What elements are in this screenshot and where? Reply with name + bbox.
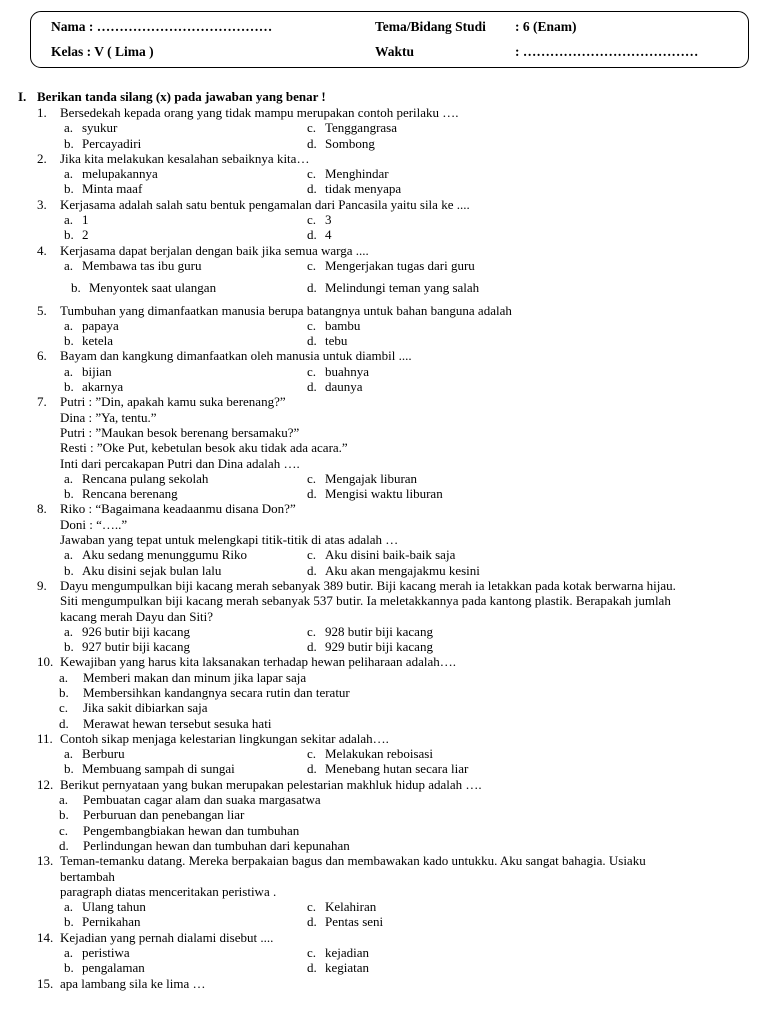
- question-number: 2.: [37, 150, 47, 166]
- question-text: [60, 930, 736, 945]
- option-text: Berburu: [82, 746, 125, 762]
- option-text: Menyontek saat ulangan: [89, 280, 217, 296]
- answer-row: [0, 471, 768, 486]
- answer-option[interactable]: [59, 807, 768, 822]
- option-text: Sombong: [325, 135, 375, 151]
- option-text: Aku akan mengajakmu kesini: [325, 562, 480, 578]
- answer-option[interactable]: [64, 364, 112, 379]
- option-letter: c.: [307, 470, 317, 486]
- waktu-value: : …………………………………: [515, 44, 699, 59]
- question-text: [60, 654, 736, 669]
- option-letter: b.: [59, 807, 69, 823]
- answer-option[interactable]: [64, 486, 178, 501]
- option-letter: b.: [64, 333, 74, 349]
- option-letter: c.: [307, 623, 317, 639]
- option-letter: c.: [307, 899, 317, 915]
- option-text: Minta maaf: [82, 181, 143, 197]
- answer-option[interactable]: [307, 318, 360, 333]
- option-text: buahnya: [325, 363, 370, 379]
- option-text: Menghindar: [325, 166, 389, 182]
- question-line: bertambah: [60, 868, 115, 884]
- option-text: Menebang hutan secara liar: [325, 761, 469, 777]
- answer-option[interactable]: [59, 838, 768, 853]
- answer-row: [0, 333, 768, 348]
- option-letter: d.: [59, 715, 69, 731]
- answer-row: [0, 899, 768, 914]
- answer-option[interactable]: [64, 471, 208, 486]
- answer-option[interactable]: [307, 258, 475, 273]
- option-text: Membawa tas ibu guru: [82, 257, 202, 273]
- option-text: ketela: [82, 333, 114, 349]
- question-line: Tumbuhan yang dimanfaatkan manusia berupa batangnya untuk bahan banguna adalah: [60, 302, 512, 318]
- option-text: Aku sedang menunggumu Riko: [82, 547, 248, 563]
- answer-row: [0, 960, 768, 975]
- answer-option[interactable]: [64, 563, 221, 578]
- option-text: tidak menyapa: [325, 181, 402, 197]
- answer-row: [0, 258, 768, 273]
- option-letter: c.: [307, 746, 317, 762]
- question-item: [0, 976, 768, 991]
- question-line: kacang merah Dayu dan Siti?: [60, 608, 214, 624]
- answer-row: [0, 318, 768, 333]
- option-letter: a.: [64, 120, 74, 136]
- answer-option[interactable]: [64, 318, 119, 333]
- answer-option[interactable]: [307, 563, 480, 578]
- question-line: Contoh sikap menjaga kelestarian lingkungan sekitar adalah….: [60, 730, 389, 746]
- option-letter: a.: [64, 166, 74, 182]
- waktu-label: Waktu: [375, 44, 415, 59]
- option-text: bambu: [325, 317, 361, 333]
- answer-option[interactable]: [64, 258, 202, 273]
- question-line: Doni : “…..”: [60, 516, 128, 532]
- question-list: [0, 105, 768, 991]
- question-line: apa lambang sila ke lima …: [60, 975, 206, 991]
- answer-option[interactable]: [64, 945, 130, 960]
- answer-row: [0, 120, 768, 135]
- option-text: tebu: [325, 333, 348, 349]
- option-text: Pernikahan: [82, 914, 141, 930]
- question-number: 4.: [37, 242, 47, 258]
- answer-option[interactable]: [307, 547, 455, 562]
- question-line: Bersedekah kepada orang yang tidak mampu merupakan contoh perilaku ….: [60, 105, 459, 120]
- question-line: Putri : ”Din, apakah kamu suka berenang?”: [60, 394, 286, 410]
- option-text: syukur: [82, 120, 118, 136]
- question-number: 13.: [37, 853, 54, 869]
- option-letter: d.: [307, 135, 317, 151]
- answer-option[interactable]: [59, 700, 768, 715]
- question-number: 10.: [37, 654, 54, 670]
- answer-option[interactable]: [307, 471, 417, 486]
- option-text: Rencana berenang: [82, 486, 178, 502]
- option-letter: c.: [307, 212, 317, 228]
- question-line: Kerjasama adalah salah satu bentuk pengamalan dari Pancasila yaitu sila ke ....: [60, 196, 470, 212]
- section-number: I.: [18, 89, 27, 104]
- answer-option[interactable]: [64, 333, 113, 348]
- option-text: Perburuan dan penebangan liar: [83, 807, 245, 823]
- option-text: Memberi makan dan minum jika lapar saja: [83, 669, 307, 685]
- option-letter: b.: [64, 486, 74, 502]
- question-item: [0, 930, 768, 976]
- question-text: [60, 151, 736, 166]
- option-letter: a.: [64, 257, 74, 273]
- option-letter: d.: [307, 486, 317, 502]
- question-text: [60, 105, 736, 120]
- option-letter: b.: [64, 639, 74, 655]
- option-letter: b.: [64, 761, 74, 777]
- option-text: Melakukan reboisasi: [325, 746, 433, 762]
- option-letter: d.: [307, 333, 317, 349]
- option-text: Percayadiri: [82, 135, 142, 151]
- option-letter: d.: [307, 280, 317, 296]
- option-text: Ulang tahun: [82, 899, 146, 915]
- question-text: [60, 197, 736, 212]
- option-text: Pembuatan cagar alam dan suaka margasatwa: [83, 792, 321, 808]
- answer-option[interactable]: [64, 624, 190, 639]
- question-number: 9.: [37, 577, 47, 593]
- option-letter: c.: [59, 700, 69, 716]
- option-letter: d.: [307, 181, 317, 197]
- option-letter: a.: [64, 212, 74, 228]
- question-line: Berikut pernyataan yang bukan merupakan pelestarian makhluk hidup adalah ….: [60, 776, 482, 792]
- answer-list: [0, 670, 768, 731]
- option-text: 926 butir biji kacang: [82, 623, 190, 639]
- question-item: [0, 151, 768, 197]
- answer-option[interactable]: [64, 547, 247, 562]
- option-text: 4: [325, 227, 332, 243]
- question-text: [60, 348, 736, 363]
- option-letter: a.: [59, 669, 69, 685]
- answer-option[interactable]: [64, 120, 117, 135]
- option-text: Aku disini sejak bulan lalu: [82, 562, 222, 578]
- answer-option[interactable]: [307, 166, 389, 181]
- question-text: [60, 976, 736, 991]
- option-letter: d.: [307, 761, 317, 777]
- answer-option[interactable]: [64, 899, 146, 914]
- option-letter: b.: [71, 280, 81, 296]
- question-item: [0, 731, 768, 777]
- question-text: [60, 501, 736, 547]
- option-text: Kelahiran: [325, 899, 377, 915]
- option-text: papaya: [82, 317, 119, 333]
- option-text: Tenggangrasa: [325, 120, 398, 136]
- option-text: Membersihkan kandangnya secara rutin dan teratur: [83, 684, 350, 700]
- question-line: Jawaban yang tepat untuk melengkapi titik-titik di atas adalah …: [60, 532, 399, 548]
- option-letter: b.: [64, 227, 74, 243]
- answer-row: [0, 136, 768, 151]
- option-text: Membuang sampah di sungai: [82, 761, 235, 777]
- question-text: [60, 243, 736, 258]
- question-text: [60, 777, 736, 792]
- option-letter: b.: [64, 379, 74, 395]
- answer-row: [0, 945, 768, 960]
- answer-option[interactable]: [59, 670, 768, 685]
- answer-option[interactable]: [307, 379, 363, 394]
- answer-option[interactable]: [64, 761, 235, 776]
- option-letter: a.: [64, 945, 74, 961]
- answer-option[interactable]: [64, 746, 125, 761]
- question-item: [0, 654, 768, 730]
- option-letter: d.: [307, 914, 317, 930]
- answer-row: [0, 761, 768, 776]
- option-letter: c.: [307, 166, 317, 182]
- option-text: peristiwa: [82, 945, 130, 961]
- option-text: Melindungi teman yang salah: [325, 280, 480, 296]
- option-text: melupakannya: [82, 166, 158, 182]
- question-number: 15.: [37, 975, 54, 991]
- answer-option[interactable]: [64, 379, 123, 394]
- question-item: [0, 197, 768, 243]
- question-line: Dayu mengumpulkan biji kacang merah sebanyak 389 butir. Biji kacang merah ia letakkan pada kotak berwarna hijau.: [60, 577, 676, 593]
- answer-option[interactable]: [64, 227, 89, 242]
- question-item: [0, 303, 768, 349]
- option-letter: b.: [64, 562, 74, 578]
- answer-option[interactable]: [307, 120, 397, 135]
- option-text: 929 butir biji kacang: [325, 639, 433, 655]
- option-text: bijian: [82, 363, 112, 379]
- answer-option[interactable]: [64, 639, 190, 654]
- question-item: [0, 777, 768, 853]
- answer-option[interactable]: [64, 212, 89, 227]
- question-text: [60, 394, 736, 470]
- answer-option[interactable]: [307, 181, 401, 196]
- option-letter: d.: [307, 227, 317, 243]
- answer-option[interactable]: [307, 746, 433, 761]
- option-letter: c.: [307, 547, 317, 563]
- option-text: 928 butir biji kacang: [325, 623, 433, 639]
- answer-option[interactable]: [59, 792, 768, 807]
- option-letter: c.: [307, 257, 317, 273]
- question-section: [0, 89, 768, 991]
- question-text: [60, 853, 736, 899]
- answer-row: [0, 166, 768, 181]
- option-text: Merawat hewan tersebut sesuka hati: [83, 715, 272, 731]
- option-letter: c.: [59, 822, 69, 838]
- answer-option[interactable]: [307, 212, 332, 227]
- answer-row: [0, 212, 768, 227]
- answer-row: [0, 547, 768, 562]
- option-letter: a.: [64, 623, 74, 639]
- answer-option[interactable]: [64, 136, 141, 151]
- question-line: Dina : ”Ya, tentu.”: [60, 409, 157, 425]
- section-heading: [0, 89, 768, 105]
- option-letter: a.: [64, 547, 74, 563]
- answer-row: [0, 379, 768, 394]
- option-letter: d.: [307, 639, 317, 655]
- question-line: Riko : “Bagaimana keadaanmu disana Don?”: [60, 501, 296, 517]
- answer-row: [0, 364, 768, 379]
- question-item: [0, 105, 768, 151]
- tema-label: Tema/Bidang Studi: [375, 19, 486, 34]
- option-text: Mengisi waktu liburan: [325, 486, 443, 502]
- option-letter: c.: [307, 317, 317, 333]
- answer-option[interactable]: [307, 280, 479, 295]
- answer-option[interactable]: [307, 914, 383, 929]
- question-number: 3.: [37, 196, 47, 212]
- answer-row: [0, 914, 768, 929]
- answer-option[interactable]: [307, 899, 376, 914]
- question-line: Kejadian yang pernah dialami disebut ....: [60, 929, 274, 945]
- answer-option[interactable]: [64, 166, 158, 181]
- option-text: Perlindungan hewan dan tumbuhan dari kepunahan: [83, 837, 350, 853]
- option-letter: a.: [59, 792, 69, 808]
- answer-row: [0, 563, 768, 578]
- question-line: Resti : ”Oke Put, kebetulan besok aku tidak ada acara.”: [60, 440, 348, 456]
- answer-option[interactable]: [307, 486, 443, 501]
- option-letter: c.: [307, 120, 317, 136]
- question-number: 11.: [37, 730, 53, 746]
- nama-field: Nama : …………………………………: [51, 19, 273, 34]
- option-letter: c.: [307, 945, 317, 961]
- option-letter: a.: [64, 363, 74, 379]
- kelas-field: Kelas : V ( Lima ): [51, 44, 154, 59]
- answer-row: [0, 227, 768, 242]
- question-number: 8.: [37, 501, 47, 517]
- section-instruction: Berikan tanda silang (x) pada jawaban yang benar !: [37, 89, 326, 104]
- question-line: Kewajiban yang harus kita laksanakan terhadap hewan peliharaan adalah….: [60, 654, 456, 670]
- question-item: [0, 243, 768, 303]
- option-letter: a.: [64, 470, 74, 486]
- question-number: 7.: [37, 394, 47, 410]
- question-item: [0, 394, 768, 501]
- question-item: [0, 853, 768, 929]
- answer-option[interactable]: [307, 960, 369, 975]
- tema-value: : 6 (Enam): [515, 19, 577, 34]
- option-text: kejadian: [325, 945, 370, 961]
- option-text: Mengerjakan tugas dari guru: [325, 257, 475, 273]
- option-text: 927 butir biji kacang: [82, 639, 190, 655]
- question-number: 14.: [37, 929, 54, 945]
- option-text: pengalaman: [82, 960, 145, 976]
- option-letter: d.: [59, 837, 69, 853]
- question-line: Siti mengumpulkan biji kacang merah sebanyak 537 butir. Ia meletakkannya pada kantong plastik. Berapakah jumlah: [60, 593, 671, 609]
- option-letter: a.: [64, 746, 74, 762]
- question-line: Bayam dan kangkung dimanfaatkan oleh manusia untuk diambil ....: [60, 348, 412, 364]
- question-item: [0, 501, 768, 577]
- option-letter: c.: [307, 363, 317, 379]
- answer-option[interactable]: [307, 639, 433, 654]
- option-text: daunya: [325, 379, 363, 395]
- option-text: Pentas seni: [325, 914, 384, 930]
- answer-option[interactable]: [59, 823, 768, 838]
- answer-option[interactable]: [71, 280, 216, 295]
- question-number: 6.: [37, 348, 47, 364]
- question-item: [0, 578, 768, 654]
- question-line: Putri : ”Maukan besok berenang bersamaku?”: [60, 424, 300, 440]
- option-text: 1: [82, 212, 89, 228]
- answer-option[interactable]: [64, 914, 140, 929]
- option-letter: a.: [64, 899, 74, 915]
- option-text: akarnya: [82, 379, 124, 395]
- option-text: 2: [82, 227, 89, 243]
- answer-row: [0, 746, 768, 761]
- option-letter: b.: [64, 135, 74, 151]
- answer-list: [0, 792, 768, 853]
- option-text: Aku disini baik-baik saja: [325, 547, 456, 563]
- question-line: Teman-temanku datang. Mereka berpakaian bagus dan membawakan kado untukku. Aku sangat bahagia. Usiaku: [60, 853, 646, 869]
- question-text: [60, 731, 736, 746]
- answer-option[interactable]: [64, 181, 142, 196]
- answer-option[interactable]: [307, 136, 375, 151]
- question-line: Jika kita melakukan kesalahan sebaiknya kita…: [60, 150, 310, 166]
- answer-option[interactable]: [59, 685, 768, 700]
- option-letter: d.: [307, 562, 317, 578]
- option-letter: a.: [64, 317, 74, 333]
- option-text: kegiatan: [325, 960, 370, 976]
- question-line: paragraph diatas menceritakan peristiwa .: [60, 883, 277, 899]
- answer-option[interactable]: [307, 761, 468, 776]
- answer-option[interactable]: [307, 364, 369, 379]
- answer-row: [0, 486, 768, 501]
- option-letter: b.: [64, 181, 74, 197]
- option-text: Jika sakit dibiarkan saja: [83, 700, 208, 716]
- question-text: [60, 578, 736, 624]
- answer-option[interactable]: [307, 333, 347, 348]
- question-text: [60, 303, 736, 318]
- option-letter: b.: [64, 960, 74, 976]
- answer-option[interactable]: [64, 960, 145, 975]
- option-letter: d.: [307, 960, 317, 976]
- answer-option[interactable]: [307, 227, 332, 242]
- answer-row: [0, 280, 768, 295]
- option-text: Pengembangbiakan hewan dan tumbuhan: [83, 822, 300, 838]
- question-number: 1.: [37, 105, 47, 120]
- answer-row: [0, 181, 768, 196]
- answer-row: [0, 639, 768, 654]
- question-line: Inti dari percakapan Putri dan Dina adalah ….: [60, 455, 300, 471]
- answer-option[interactable]: [307, 945, 369, 960]
- question-number: 12.: [37, 776, 54, 792]
- answer-row: [0, 624, 768, 639]
- question-item: [0, 348, 768, 394]
- question-line: Kerjasama dapat berjalan dengan baik jika semua warga ....: [60, 242, 369, 258]
- question-number: 5.: [37, 302, 47, 318]
- student-info-box: [30, 11, 749, 68]
- option-text: 3: [325, 212, 332, 228]
- option-letter: d.: [307, 379, 317, 395]
- option-text: Mengajak liburan: [325, 470, 418, 486]
- option-letter: b.: [59, 684, 69, 700]
- answer-option[interactable]: [59, 716, 768, 731]
- option-letter: b.: [64, 914, 74, 930]
- answer-option[interactable]: [307, 624, 433, 639]
- option-text: Rencana pulang sekolah: [82, 470, 209, 486]
